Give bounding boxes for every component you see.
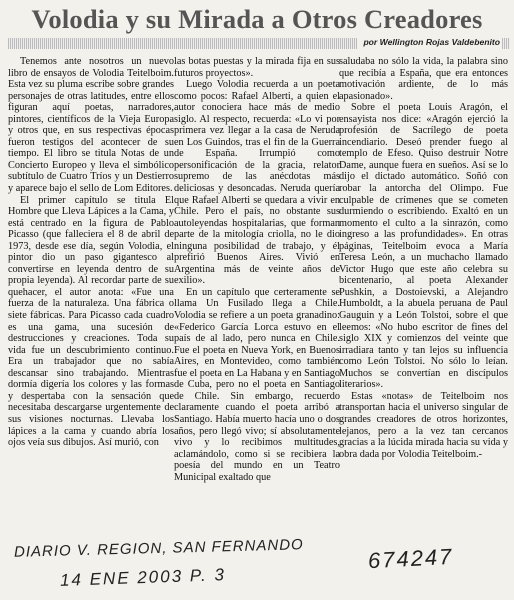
paragraph: El primer capítulo se titula El Hombre que Lleva Lápices a la Cama, y está centrado en la figura de Pablo Picasso (que falleciera el 8 de abril de 1973, desde ese día, según Volodia, el pintor dio un paso gigantesco al convertirse en leyenda dentro de su propia leyenda). Al recordar parte de su quehacer, el autor anota: «Fue una fuerza de la naturaleza. Una fábrica o siete fábricas. Para Picasso cada cuadro es una gama, una sucesión de destrucciones y creaciones. Toda su vida fue un descubrimiento continuo. Era un trabajador que no sabía descansar sino trabajando. Mientras dormía digería los colores y las formas y despertaba con la sensación que necesitaba descargarse urgentemente de sus visiones nocturnas. Llevaba los lápices a la cama y cuando abría los ojos veía sus dibujos. Así murió, con — [8, 194, 174, 449]
paragraph: Tenemos ante nosotros un nuevo libro de ensayos de Volodia Teitelboim. Esta vez su pluma escribe sobre grandes personajes de otras latitudes, entre ellos figuran aquí poetas, narradores, pintores, científicos de la Vieja Europa y otros que, en sus respectivas épocas fueron testigos del acontecer de su tiempo. El libro se titula Notas de un Concierto Europeo y lleva el simbólico subtítulo de Cuatro Tríos y un Destierro y aparece bajo el sello de Lom Editores. — [8, 56, 174, 195]
paragraph: En un capítulo que certeramente se llama Un Fusilado llega a Chile. Volodia se refiere a un poeta granadino: «Federico García Lorca estuvo en el país de al lado, pero nunca en Chile. Fue el poeta en Nueva York, en Buenos Aires, en Montevideo, como también fue el poeta en La Habana y en Santiago de Cuba, pero no el poeta en Santiago de Chile. Sin embargo, recuerdo claramente cuando el poeta arribó a Santiago. Había muerto hacía uno o dos años, pero llegó vivo; sí absolutamente vivo y lo recibimos multitudes, aclamándolo, como si se recibiera la poesía del mundo en un Teatro Municipal exaltado que — [174, 286, 340, 483]
handwritten-source: DIARIO V. REGION, SAN FERNANDO — [13, 536, 304, 561]
handwritten-code: 674247 — [367, 543, 454, 574]
paragraph: Estas «notas» de Teitelboim nos transportan hacia el universo singular de grandes creadores de otros horizontes, lejanos, pero a la vez tan cercanos gracias a la lúcida mirada hacia su vida y obra dada por Volodia Teitelboim.- — [339, 390, 508, 460]
paragraph: Luego Volodia recuerda a un poeta como pocos: Rafael Alberti, a quien el autor conociera hace más de medio siglo. Al respecto, recuerda: «Lo vi por primera vez llegar a la casa de Neruda en Los Guindos, tras el fin de la Guerra de España. Irrumpió como personificación de la gracia, relator supremo de las anécdotas más deliciosas y desoncadas. Neruda quería que Rafael Alberti se quedara a vivir en Chile. Pero el país, no obstante sus autoleyendas hospitalarias, que forman parte de la mitología criolla, no le dio ninguna posibilidad de trabajo, y él prefirió Buenos Aires. Vivió en Argentina más de veinte años de exilio». — [174, 79, 340, 287]
article-title: Volodia y su Mirada a Otros Creadores — [31, 4, 483, 34]
handwritten-date-page: 14 ENE 2003 P. 3 — [59, 565, 227, 590]
byline: por Wellington Rojas Valdebenito — [357, 36, 502, 49]
paragraph: las botas puestas y la mirada fija en sus futuros proyectos». — [174, 56, 340, 79]
column-1 — [8, 56, 174, 530]
paragraph: saludaba no sólo la vida, la palabra sino que recibía a España, que era entonces motivación ardiente, de lo más apasionado». — [339, 56, 508, 102]
paragraph: Sobre el poeta Louis Aragón, el ensayista nos dice: «Aragón ejerció la profesión de Sacrílego de poeta incendiario. Deseó prender fuego al templo de Efeso. Quiso destruir Notre Dame, aunque fuera en sueños. Así se lo dijo el dictado automático. Soñó con robar la antorcha del Olimpo. Fue culpable de crímenes que se cometen durmiendo o escribiendo. Exaltó en un momento el culto a la sinrazón, como ingreso a las profundidades». En otras páginas, Teitelboim evoca a María Teresa León, a un muchacho llamado Victor Hugo que este año celebra su bicentenario, al poeta Alexander Pushkin, a Dostoievski, a Alejandro Humboldt, a la abuela peruana de Paul Gauguin y a León Tolstoi, sobre el que leemos: «No hubo escritor de fines del siglo XIX y comienzos del veinte que irradiara tanto y tan lejos su influencia como León Tolstoi. No sólo lo leían. Muchos se convertían en discípulos literarios». — [339, 102, 508, 391]
column-3 — [339, 56, 508, 542]
column-2 — [174, 56, 340, 530]
